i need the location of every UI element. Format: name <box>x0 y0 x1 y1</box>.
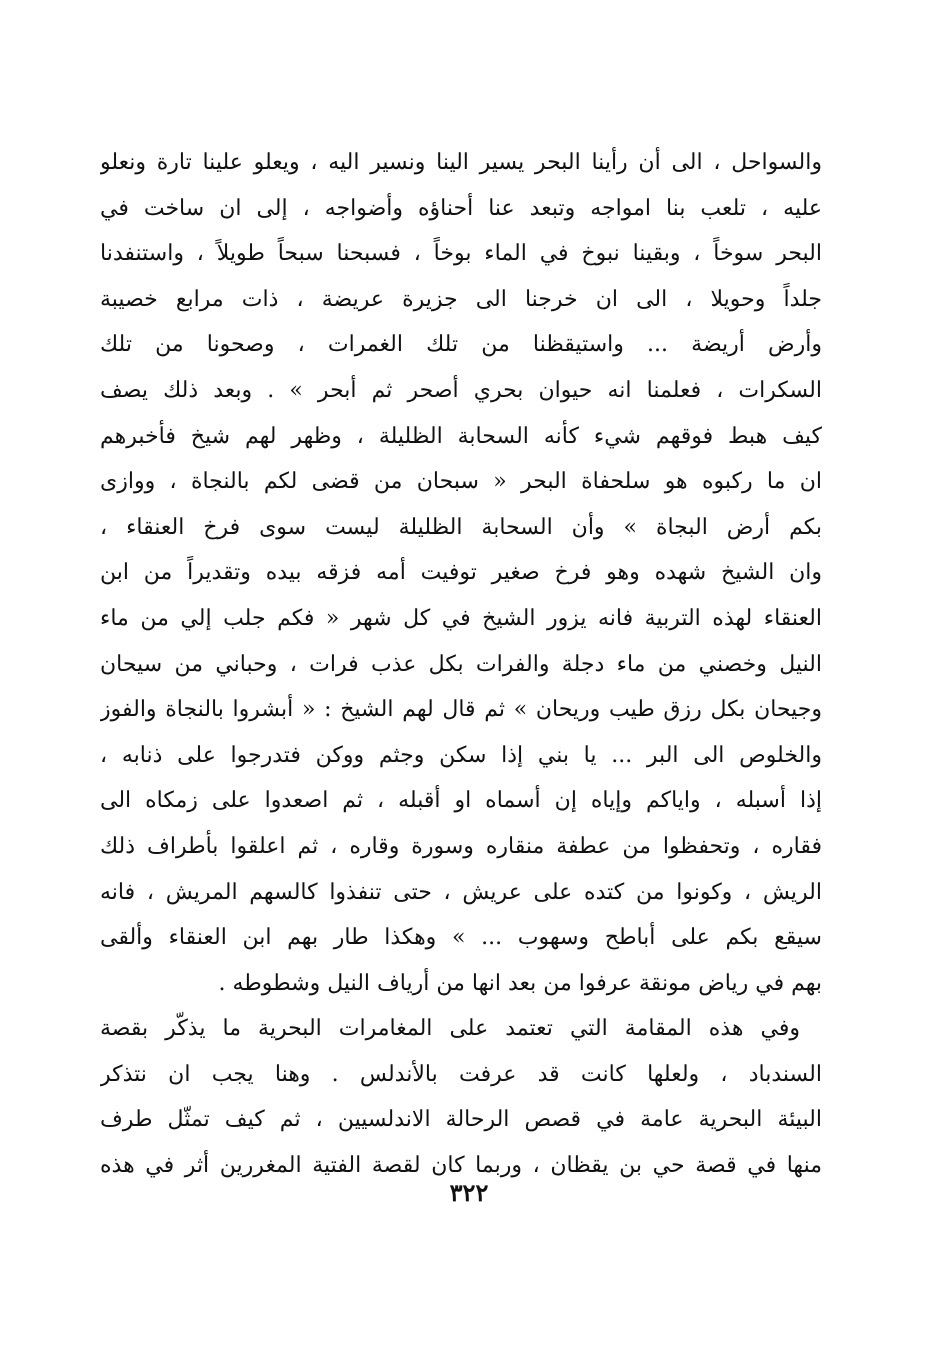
text-line: منها في قصة حي بن يقظان ، وربما كان لقصة الفتية المغررين أثر في هذه <box>100 1153 822 1179</box>
text-line: البحر سوخاً ، وبقينا نبوخ في الماء بوخاً ، فسبحنا سبحاً طويلاً ، واستنفدنا <box>100 241 822 267</box>
text-line: البيئة البحرية عامة في قصص الرحالة الاندلسيين ، ثم كيف تمثّل طرف <box>100 1107 822 1133</box>
body-text <box>100 140 822 1189</box>
text-line: السكرات ، فعلمنا انه حيوان بحري أصحر ثم أبحر » . وبعد ذلك يصف <box>100 377 822 403</box>
text-line: وان الشيخ شهده وهو فرخ صغير توفيت أمه فزقه بيده وتقديراً من ابن <box>100 560 822 586</box>
text-line: الريش ، وكونوا من كتده على عريش ، حتى تنفذوا كالسهم المريش ، فانه <box>100 879 822 905</box>
text-line: إذا أسبله ، واياكم وإياه إن أسماه او أقبله ، ثم اصعدوا على زمكاه الى <box>100 788 822 814</box>
text-line: النيل وخصني من ماء دجلة والفرات بكل عذب فرات ، وحباني من سيحان <box>100 651 822 677</box>
text-line: والسواحل ، الى أن رأينا البحر يسير الينا ونسير اليه ، ويعلو علينا تارة ونعلو <box>100 150 822 175</box>
text-line: فقاره ، وتحفظوا من عطفة منقاره وسورة وقاره ، ثم اعلقوا بأطراف ذلك <box>100 833 822 859</box>
text-line: عليه ، تلعب بنا امواجه وتبعد عنا أحناؤه وأضواجه ، إلى ان ساخت في <box>100 195 822 221</box>
text-line: ان ما ركبوه هو سلحفاة البحر « سبحان من قضى لكم بالنجاة ، ووازى <box>100 469 822 495</box>
text-line: وأرض أريضة ... واستيقظنا من تلك الغمرات ، وصحونا من تلك <box>100 332 822 358</box>
text-line: بكم أرض البجاة » وأن السحابة الظليلة ليست سوى فرخ العنقاء ، <box>100 514 822 540</box>
text-line: كيف هبط فوقهم شيء كأنه السحابة الظليلة ، وظهر لهم شيخ فأخبرهم <box>100 423 822 449</box>
page-number: ٣٢٢ <box>449 1178 489 1207</box>
text-line: سيقع بكم على أباطح وسهوب ... » وهكذا طار بهم ابن العنقاء وألقى <box>100 925 822 951</box>
text-line: جلداً وحويلا ، الى ان خرجنا الى جزيرة عريضة ، ذات مرابع خصيبة <box>100 286 822 312</box>
text-line: وجيحان بكل رزق طيب وريحان » ثم قال لهم الشيخ : « أبشروا بالنجاة والفوز <box>100 697 822 723</box>
text-line: والخلوص الى البر ... يا بني إذا سكن وجثم ووكن فتدرجوا على ذنابه ، <box>100 742 822 768</box>
text-line: السندباد ، ولعلها كانت قد عرفت بالأندلس . وهنا يجب ان نتذكر <box>100 1061 822 1087</box>
paragraph-start-line: وفي هذه المقامة التي تعتمد على المغامرات البحرية ما يذكّر بقصة <box>100 1016 800 1042</box>
paragraph-end-line: بهم في رياض مونقة عرفوا من بعد انها من أرياف النيل وشطوطه . <box>218 970 822 996</box>
text-line: العنقاء لهذه التربية فانه يزور الشيخ في كل شهر « فكم جلب إلي من ماء <box>100 605 822 631</box>
